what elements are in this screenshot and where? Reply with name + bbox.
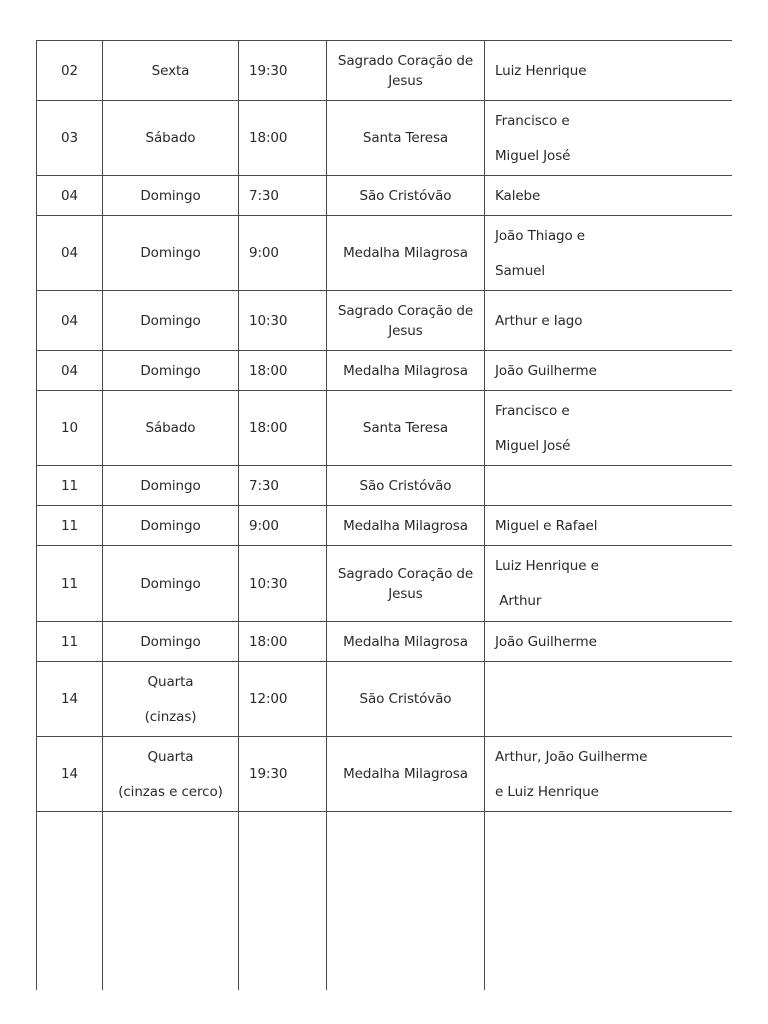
blank-table-row: [37, 812, 733, 991]
time-cell: 7:30: [239, 176, 327, 216]
weekday-line: Domingo: [140, 517, 201, 534]
church-cell: Medalha Milagrosa: [327, 737, 485, 812]
server-name-line: Arthur, João Guilherme: [495, 748, 648, 765]
table-row: [37, 662, 733, 737]
time-cell: 10:30: [239, 291, 327, 351]
server-name-line: João Thiago e: [495, 227, 586, 244]
church-cell: São Cristóvão: [327, 466, 485, 506]
church-cell: São Cristóvão: [327, 176, 485, 216]
table-row: [37, 622, 733, 662]
church-cell: Medalha Milagrosa: [327, 216, 485, 291]
table-row: [37, 506, 733, 546]
weekday-line: Domingo: [140, 245, 201, 261]
time-cell: 9:00: [239, 216, 327, 291]
schedule-page: [36, 40, 732, 990]
date-cell: 11: [37, 546, 103, 622]
servers-cell: [485, 291, 733, 351]
empty-cell: [239, 812, 327, 991]
table-row: [37, 391, 733, 466]
weekday-cell: [103, 466, 239, 506]
server-name-line: Arthur e Iago: [495, 312, 583, 329]
church-cell: Sagrado Coração de Jesus: [327, 41, 485, 101]
weekday-line: Domingo: [140, 312, 201, 329]
weekday-cell: [103, 41, 239, 101]
time-cell: 19:30: [239, 737, 327, 812]
church-cell: Medalha Milagrosa: [327, 351, 485, 391]
table-row: [37, 546, 733, 622]
weekday-line: Domingo: [140, 187, 201, 204]
servers-cell: [485, 737, 733, 812]
server-name-line: Miguel e Rafael: [495, 517, 598, 534]
empty-cell: [485, 812, 733, 991]
table-row: [37, 216, 733, 291]
date-cell: 14: [37, 662, 103, 737]
server-name-line: e Luiz Henrique: [495, 783, 599, 800]
empty-cell: [37, 812, 103, 991]
table-row: [37, 101, 733, 176]
date-cell: 04: [37, 216, 103, 291]
weekday-cell: [103, 737, 239, 812]
empty-cell: [103, 812, 239, 991]
servers-cell: [485, 546, 733, 622]
date-cell: 04: [37, 176, 103, 216]
time-cell: 18:00: [239, 351, 327, 391]
server-name-line: Francisco e: [495, 112, 570, 129]
weekday-cell: [103, 216, 239, 291]
schedule-body: [37, 41, 733, 991]
weekday-cell: [103, 391, 239, 466]
servers-cell: [485, 41, 733, 101]
weekday-line: Domingo: [140, 477, 201, 494]
weekday-line: Sexta: [151, 62, 190, 79]
date-cell: 11: [37, 622, 103, 662]
server-name-line: Arthur: [495, 593, 542, 609]
weekday-line: Sábado: [145, 130, 196, 146]
weekday-cell: [103, 351, 239, 391]
church-cell: Santa Teresa: [327, 101, 485, 176]
weekday-line: (cinzas): [144, 708, 197, 725]
time-cell: 18:00: [239, 101, 327, 176]
table-row: [37, 737, 733, 812]
servers-cell: [485, 622, 733, 662]
time-cell: 18:00: [239, 391, 327, 466]
date-cell: 03: [37, 101, 103, 176]
table-row: [37, 466, 733, 506]
date-cell: 02: [37, 41, 103, 101]
servers-cell: [485, 466, 733, 506]
table-row: [37, 291, 733, 351]
date-cell: 11: [37, 466, 103, 506]
weekday-cell: [103, 662, 239, 737]
date-cell: 10: [37, 391, 103, 466]
time-cell: 19:30: [239, 41, 327, 101]
server-name-line: Miguel José: [495, 437, 571, 454]
weekday-line: Domingo: [140, 575, 201, 592]
servers-cell: [485, 101, 733, 176]
servers-cell: [485, 351, 733, 391]
church-cell: Santa Teresa: [327, 391, 485, 466]
server-name-line: Luiz Henrique e: [495, 558, 599, 574]
time-cell: 18:00: [239, 622, 327, 662]
weekday-cell: [103, 291, 239, 351]
table-row: [37, 351, 733, 391]
weekday-cell: [103, 176, 239, 216]
weekday-cell: [103, 622, 239, 662]
weekday-line: Quarta: [147, 748, 194, 765]
servers-cell: [485, 176, 733, 216]
servers-cell: [485, 216, 733, 291]
church-cell: Medalha Milagrosa: [327, 506, 485, 546]
date-cell: 04: [37, 351, 103, 391]
time-cell: 12:00: [239, 662, 327, 737]
server-name-line: Samuel: [495, 262, 546, 279]
server-name-line: João Guilherme: [495, 362, 597, 379]
server-name-line: Luiz Henrique: [495, 62, 587, 79]
weekday-cell: [103, 506, 239, 546]
time-cell: 7:30: [239, 466, 327, 506]
church-cell: Sagrado Coração de Jesus: [327, 546, 485, 622]
time-cell: 9:00: [239, 506, 327, 546]
server-name-line: João Guilherme: [495, 633, 597, 650]
server-name-line: Miguel José: [495, 147, 571, 164]
weekday-line: Domingo: [140, 362, 201, 379]
church-cell: Sagrado Coração de Jesus: [327, 291, 485, 351]
weekday-line: Sábado: [145, 420, 196, 436]
weekday-cell: [103, 101, 239, 176]
church-cell: Medalha Milagrosa: [327, 622, 485, 662]
weekday-line: Quarta: [147, 673, 194, 690]
date-cell: 14: [37, 737, 103, 812]
weekday-line: (cinzas e cerco): [118, 783, 223, 800]
date-cell: 11: [37, 506, 103, 546]
servers-cell: [485, 506, 733, 546]
weekday-line: Domingo: [140, 633, 201, 650]
servers-cell: [485, 391, 733, 466]
server-name-line: Francisco e: [495, 402, 570, 419]
servers-cell: [485, 662, 733, 737]
server-name-line: Kalebe: [495, 187, 541, 204]
empty-cell: [327, 812, 485, 991]
mass-schedule-table: [36, 40, 732, 990]
date-cell: 04: [37, 291, 103, 351]
weekday-cell: [103, 546, 239, 622]
table-row: [37, 41, 733, 101]
time-cell: 10:30: [239, 546, 327, 622]
table-row: [37, 176, 733, 216]
church-cell: São Cristóvão: [327, 662, 485, 737]
